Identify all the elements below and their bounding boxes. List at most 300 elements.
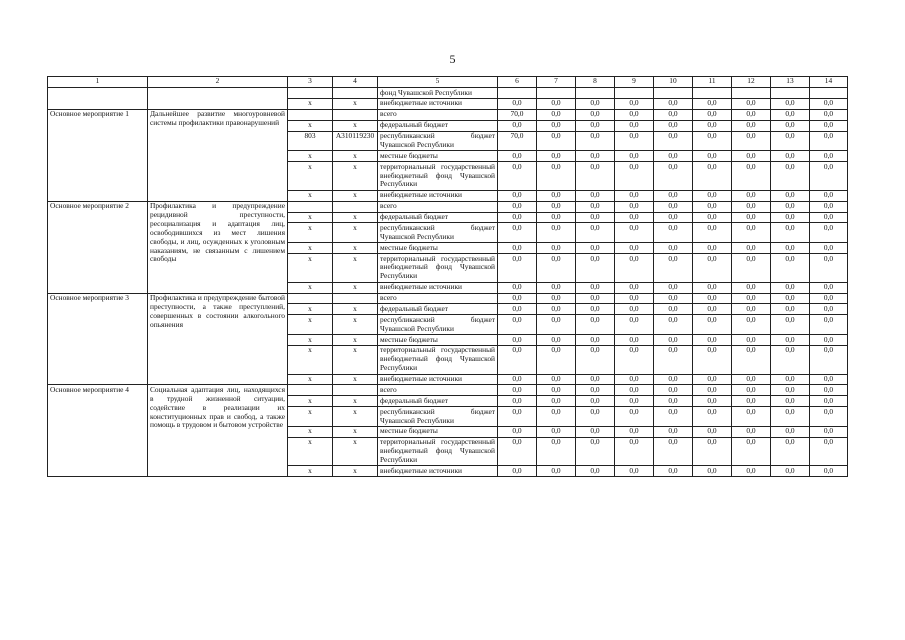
budget-code-cell: х: [288, 212, 333, 223]
budget-code-cell: [288, 201, 333, 212]
amount-cell: 0,0: [576, 466, 615, 477]
amount-cell: 0,0: [771, 243, 810, 254]
measure-title: Основное мероприятие 3: [48, 293, 148, 385]
amount-cell: 0,0: [498, 374, 537, 385]
measure-description: [148, 88, 288, 110]
amount-cell: 0,0: [732, 98, 771, 109]
budget-code-cell: х: [288, 190, 333, 201]
target-article-cell: х: [333, 254, 378, 283]
funding-source-cell: территориальный государственный внебюджетный фонд Чувашской Республики: [378, 162, 498, 191]
amount-cell: 0,0: [654, 109, 693, 120]
amount-cell: 0,0: [810, 396, 848, 407]
amount-cell: 0,0: [732, 335, 771, 346]
amount-cell: 0,0: [654, 426, 693, 437]
amount-cell: 0,0: [810, 282, 848, 293]
amount-cell: 0,0: [654, 131, 693, 151]
funding-source-cell: территориальный государственный внебюджетный фонд Чувашской Республики: [378, 345, 498, 374]
amount-cell: 0,0: [615, 201, 654, 212]
amount-cell: 0,0: [576, 212, 615, 223]
amount-cell: 0,0: [810, 437, 848, 466]
target-article-cell: х: [333, 437, 378, 466]
budget-code-cell: х: [288, 345, 333, 374]
target-article-cell: х: [333, 151, 378, 162]
amount-cell: 0,0: [615, 407, 654, 427]
amount-cell: 0,0: [654, 190, 693, 201]
column-header: 12: [732, 77, 771, 88]
amount-cell: [615, 88, 654, 99]
amount-cell: 0,0: [537, 162, 576, 191]
amount-cell: 0,0: [732, 190, 771, 201]
amount-cell: 0,0: [693, 201, 732, 212]
amount-cell: 0,0: [732, 315, 771, 335]
funding-source-cell: внебюджетные источники: [378, 98, 498, 109]
amount-cell: 0,0: [693, 282, 732, 293]
target-article-cell: х: [333, 162, 378, 191]
budget-code-cell: х: [288, 396, 333, 407]
amount-cell: 0,0: [693, 162, 732, 191]
amount-cell: 0,0: [771, 282, 810, 293]
amount-cell: 0,0: [771, 466, 810, 477]
amount-cell: 0,0: [654, 162, 693, 191]
budget-code-cell: х: [288, 335, 333, 346]
target-article-cell: х: [333, 223, 378, 243]
amount-cell: 0,0: [537, 437, 576, 466]
amount-cell: 0,0: [654, 437, 693, 466]
amount-cell: 0,0: [615, 109, 654, 120]
amount-cell: 0,0: [810, 151, 848, 162]
funding-source-cell: федеральный бюджет: [378, 120, 498, 131]
column-header: 7: [537, 77, 576, 88]
amount-cell: 0,0: [732, 407, 771, 427]
amount-cell: 0,0: [693, 109, 732, 120]
amount-cell: 0,0: [693, 426, 732, 437]
amount-cell: 0,0: [537, 335, 576, 346]
amount-cell: 0,0: [732, 223, 771, 243]
amount-cell: 0,0: [576, 426, 615, 437]
amount-cell: 0,0: [498, 223, 537, 243]
funding-source-cell: республиканский бюджет Чувашской Республики: [378, 407, 498, 427]
funding-source-cell: федеральный бюджет: [378, 304, 498, 315]
amount-cell: 0,0: [537, 190, 576, 201]
column-header: 10: [654, 77, 693, 88]
budget-code-cell: х: [288, 304, 333, 315]
amount-cell: 0,0: [615, 345, 654, 374]
amount-cell: 0,0: [615, 315, 654, 335]
measure-title: [48, 88, 148, 110]
amount-cell: 0,0: [810, 345, 848, 374]
page-number: 5: [449, 52, 456, 66]
amount-cell: 0,0: [576, 396, 615, 407]
budget-code-cell: х: [288, 243, 333, 254]
amount-cell: 0,0: [810, 385, 848, 396]
budget-code-cell: х: [288, 223, 333, 243]
amount-cell: 0,0: [537, 223, 576, 243]
amount-cell: 0,0: [576, 254, 615, 283]
amount-cell: 0,0: [732, 466, 771, 477]
amount-cell: 0,0: [810, 254, 848, 283]
amount-cell: 0,0: [537, 407, 576, 427]
amount-cell: 0,0: [615, 190, 654, 201]
amount-cell: 0,0: [810, 374, 848, 385]
column-header: 8: [576, 77, 615, 88]
target-article-cell: х: [333, 315, 378, 335]
amount-cell: 0,0: [498, 282, 537, 293]
amount-cell: 0,0: [537, 426, 576, 437]
amount-cell: 0,0: [537, 243, 576, 254]
column-header: 2: [148, 77, 288, 88]
amount-cell: 0,0: [771, 162, 810, 191]
amount-cell: 0,0: [771, 315, 810, 335]
funding-source-cell: республиканский бюджет Чувашской Республики: [378, 131, 498, 151]
amount-cell: 0,0: [810, 293, 848, 304]
column-header: 5: [378, 77, 498, 88]
amount-cell: 0,0: [537, 345, 576, 374]
amount-cell: 0,0: [537, 385, 576, 396]
amount-cell: 0,0: [537, 151, 576, 162]
amount-cell: 0,0: [498, 304, 537, 315]
amount-cell: 0,0: [576, 109, 615, 120]
amount-cell: 0,0: [615, 212, 654, 223]
budget-code-cell: х: [288, 466, 333, 477]
amount-cell: 0,0: [654, 223, 693, 243]
column-header: 6: [498, 77, 537, 88]
amount-cell: 0,0: [693, 466, 732, 477]
amount-cell: 0,0: [576, 131, 615, 151]
amount-cell: 0,0: [810, 190, 848, 201]
amount-cell: 0,0: [576, 437, 615, 466]
amount-cell: 0,0: [498, 345, 537, 374]
funding-source-cell: всего: [378, 201, 498, 212]
amount-cell: 0,0: [654, 304, 693, 315]
amount-cell: 0,0: [498, 407, 537, 427]
amount-cell: 0,0: [498, 335, 537, 346]
amount-cell: [576, 88, 615, 99]
amount-cell: 0,0: [693, 407, 732, 427]
amount-cell: [732, 88, 771, 99]
amount-cell: 0,0: [771, 254, 810, 283]
amount-cell: 0,0: [771, 426, 810, 437]
target-article-cell: х: [333, 345, 378, 374]
budget-code-cell: х: [288, 120, 333, 131]
amount-cell: 0,0: [576, 293, 615, 304]
budget-code-cell: х: [288, 254, 333, 283]
amount-cell: 0,0: [771, 201, 810, 212]
amount-cell: 0,0: [732, 120, 771, 131]
amount-cell: 0,0: [654, 396, 693, 407]
amount-cell: 0,0: [576, 335, 615, 346]
amount-cell: 0,0: [615, 426, 654, 437]
amount-cell: 0,0: [693, 396, 732, 407]
amount-cell: 0,0: [810, 120, 848, 131]
amount-cell: 0,0: [693, 315, 732, 335]
amount-cell: 0,0: [615, 335, 654, 346]
funding-source-cell: местные бюджеты: [378, 151, 498, 162]
amount-cell: 0,0: [615, 396, 654, 407]
amount-cell: 0,0: [732, 243, 771, 254]
measure-description: Профилактика и предупреждение рецидивной преступности, ресоциализация и адаптация лиц, освободившихся из мест лишения свободы, и лиц, осужденных к уголовным наказаниям, не связанным с лишением свободы: [148, 201, 288, 293]
budget-code-cell: х: [288, 374, 333, 385]
amount-cell: 0,0: [537, 315, 576, 335]
amount-cell: 0,0: [732, 162, 771, 191]
amount-cell: 0,0: [615, 293, 654, 304]
amount-cell: 0,0: [810, 243, 848, 254]
amount-cell: 0,0: [654, 315, 693, 335]
amount-cell: 0,0: [693, 223, 732, 243]
amount-cell: 0,0: [615, 254, 654, 283]
amount-cell: [537, 88, 576, 99]
amount-cell: 0,0: [537, 304, 576, 315]
funding-source-cell: фонд Чувашской Республики: [378, 88, 498, 99]
amount-cell: 0,0: [654, 407, 693, 427]
amount-cell: 0,0: [576, 315, 615, 335]
funding-source-cell: всего: [378, 109, 498, 120]
amount-cell: 0,0: [537, 201, 576, 212]
amount-cell: 0,0: [498, 254, 537, 283]
funding-source-cell: местные бюджеты: [378, 335, 498, 346]
amount-cell: 0,0: [654, 151, 693, 162]
funding-source-cell: внебюджетные источники: [378, 190, 498, 201]
funding-source-cell: местные бюджеты: [378, 243, 498, 254]
amount-cell: 0,0: [498, 120, 537, 131]
budget-code-cell: х: [288, 282, 333, 293]
amount-cell: 0,0: [576, 201, 615, 212]
column-header: 3: [288, 77, 333, 88]
amount-cell: 0,0: [537, 131, 576, 151]
amount-cell: 0,0: [810, 212, 848, 223]
amount-cell: [498, 88, 537, 99]
amount-cell: 0,0: [693, 254, 732, 283]
amount-cell: 0,0: [771, 437, 810, 466]
amount-cell: 0,0: [771, 293, 810, 304]
amount-cell: 0,0: [810, 426, 848, 437]
amount-cell: 0,0: [771, 374, 810, 385]
column-header: 4: [333, 77, 378, 88]
budget-code-cell: х: [288, 437, 333, 466]
amount-cell: [693, 88, 732, 99]
amount-cell: 0,0: [654, 345, 693, 374]
amount-cell: 0,0: [615, 437, 654, 466]
column-header: 9: [615, 77, 654, 88]
amount-cell: 0,0: [498, 98, 537, 109]
table-row: [48, 201, 848, 212]
amount-cell: 0,0: [615, 120, 654, 131]
amount-cell: 0,0: [810, 407, 848, 427]
measure-description: Профилактика и предупреждение бытовой преступности, а также преступлений, совершенных в состоянии алкогольного опьянения: [148, 293, 288, 385]
measure-title: Основное мероприятие 4: [48, 385, 148, 477]
amount-cell: 0,0: [732, 374, 771, 385]
amount-cell: 0,0: [576, 223, 615, 243]
amount-cell: 0,0: [576, 243, 615, 254]
target-article-cell: х: [333, 190, 378, 201]
amount-cell: 0,0: [732, 293, 771, 304]
amount-cell: 0,0: [810, 131, 848, 151]
funding-source-cell: местные бюджеты: [378, 426, 498, 437]
funding-source-cell: республиканский бюджет Чувашской Республики: [378, 315, 498, 335]
target-article-cell: х: [333, 304, 378, 315]
target-article-cell: х: [333, 282, 378, 293]
amount-cell: 0,0: [810, 98, 848, 109]
amount-cell: 0,0: [771, 385, 810, 396]
amount-cell: 0,0: [732, 396, 771, 407]
amount-cell: 0,0: [498, 201, 537, 212]
amount-cell: 0,0: [732, 131, 771, 151]
funding-source-cell: федеральный бюджет: [378, 396, 498, 407]
funding-source-cell: внебюджетные источники: [378, 374, 498, 385]
column-header: 11: [693, 77, 732, 88]
amount-cell: 0,0: [498, 243, 537, 254]
budget-code-cell: х: [288, 315, 333, 335]
amount-cell: [771, 88, 810, 99]
column-number-row: [48, 77, 848, 88]
amount-cell: 0,0: [810, 109, 848, 120]
amount-cell: 0,0: [498, 437, 537, 466]
amount-cell: 0,0: [771, 223, 810, 243]
amount-cell: 0,0: [732, 385, 771, 396]
amount-cell: 0,0: [693, 335, 732, 346]
amount-cell: 0,0: [771, 131, 810, 151]
funding-source-cell: всего: [378, 385, 498, 396]
funding-source-cell: территориальный государственный внебюджетный фонд Чувашской Республики: [378, 437, 498, 466]
amount-cell: 0,0: [576, 407, 615, 427]
amount-cell: 0,0: [498, 190, 537, 201]
amount-cell: 0,0: [693, 243, 732, 254]
amount-cell: 0,0: [654, 374, 693, 385]
amount-cell: 0,0: [693, 374, 732, 385]
amount-cell: 0,0: [693, 131, 732, 151]
amount-cell: 0,0: [810, 201, 848, 212]
funding-source-cell: внебюджетные источники: [378, 282, 498, 293]
amount-cell: 0,0: [498, 426, 537, 437]
measure-description: Социальная адаптация лиц, находящихся в трудной жизненной ситуации, содействие в реализации их конституционных прав и свобод, а также помощь в трудовом и бытовом устройстве: [148, 385, 288, 477]
amount-cell: 0,0: [537, 466, 576, 477]
target-article-cell: [333, 385, 378, 396]
amount-cell: 0,0: [654, 120, 693, 131]
target-article-cell: х: [333, 120, 378, 131]
amount-cell: 0,0: [576, 162, 615, 191]
amount-cell: 0,0: [732, 304, 771, 315]
funding-source-cell: федеральный бюджет: [378, 212, 498, 223]
target-article-cell: х: [333, 396, 378, 407]
amount-cell: 0,0: [498, 151, 537, 162]
target-article-cell: х: [333, 335, 378, 346]
amount-cell: 0,0: [576, 345, 615, 374]
amount-cell: 0,0: [693, 345, 732, 374]
amount-cell: 0,0: [615, 466, 654, 477]
amount-cell: 0,0: [537, 396, 576, 407]
amount-cell: [810, 88, 848, 99]
amount-cell: 0,0: [732, 282, 771, 293]
amount-cell: 0,0: [498, 293, 537, 304]
amount-cell: 0,0: [732, 151, 771, 162]
funding-source-cell: республиканский бюджет Чувашской Республики: [378, 223, 498, 243]
target-article-cell: х: [333, 212, 378, 223]
amount-cell: 0,0: [498, 315, 537, 335]
amount-cell: 0,0: [537, 374, 576, 385]
amount-cell: 0,0: [732, 426, 771, 437]
amount-cell: 0,0: [693, 385, 732, 396]
table-row: [48, 109, 848, 120]
amount-cell: 0,0: [615, 98, 654, 109]
amount-cell: 0,0: [732, 109, 771, 120]
amount-cell: 0,0: [537, 212, 576, 223]
amount-cell: 0,0: [654, 466, 693, 477]
funding-source-cell: внебюджетные источники: [378, 466, 498, 477]
amount-cell: 0,0: [732, 254, 771, 283]
amount-cell: 0,0: [771, 190, 810, 201]
target-article-cell: х: [333, 407, 378, 427]
amount-cell: 0,0: [576, 120, 615, 131]
amount-cell: 0,0: [771, 151, 810, 162]
amount-cell: 0,0: [615, 162, 654, 191]
amount-cell: 0,0: [771, 212, 810, 223]
amount-cell: 0,0: [732, 345, 771, 374]
budget-code-cell: [288, 385, 333, 396]
amount-cell: 0,0: [771, 396, 810, 407]
amount-cell: 0,0: [654, 98, 693, 109]
column-header: 1: [48, 77, 148, 88]
amount-cell: 0,0: [654, 201, 693, 212]
amount-cell: 0,0: [537, 109, 576, 120]
amount-cell: 70,0: [498, 109, 537, 120]
amount-cell: 0,0: [537, 98, 576, 109]
amount-cell: 0,0: [810, 466, 848, 477]
amount-cell: 0,0: [654, 293, 693, 304]
target-article-cell: х: [333, 98, 378, 109]
target-article-cell: х: [333, 374, 378, 385]
amount-cell: 0,0: [654, 385, 693, 396]
amount-cell: 0,0: [576, 304, 615, 315]
amount-cell: 0,0: [498, 162, 537, 191]
amount-cell: 0,0: [771, 109, 810, 120]
amount-cell: 0,0: [576, 151, 615, 162]
measure-title: Основное мероприятие 1: [48, 109, 148, 201]
amount-cell: 0,0: [537, 254, 576, 283]
amount-cell: 0,0: [693, 293, 732, 304]
amount-cell: 0,0: [615, 131, 654, 151]
target-article-cell: [333, 201, 378, 212]
budget-table: [47, 76, 848, 477]
target-article-cell: [333, 293, 378, 304]
amount-cell: 0,0: [810, 335, 848, 346]
amount-cell: 0,0: [498, 385, 537, 396]
amount-cell: 0,0: [693, 151, 732, 162]
amount-cell: 0,0: [732, 212, 771, 223]
amount-cell: 0,0: [693, 98, 732, 109]
budget-code-cell: [288, 88, 333, 99]
amount-cell: 0,0: [615, 223, 654, 243]
amount-cell: 0,0: [732, 437, 771, 466]
amount-cell: 0,0: [810, 304, 848, 315]
amount-cell: 0,0: [693, 212, 732, 223]
amount-cell: 0,0: [537, 293, 576, 304]
table-row: [48, 385, 848, 396]
target-article-cell: [333, 88, 378, 99]
budget-code-cell: х: [288, 407, 333, 427]
amount-cell: 0,0: [810, 223, 848, 243]
target-article-cell: [333, 109, 378, 120]
amount-cell: 0,0: [771, 407, 810, 427]
amount-cell: 0,0: [498, 466, 537, 477]
amount-cell: 0,0: [810, 162, 848, 191]
target-article-cell: А310119230: [333, 131, 378, 151]
amount-cell: 0,0: [654, 243, 693, 254]
funding-source-cell: территориальный государственный внебюджетный фонд Чувашской Республики: [378, 254, 498, 283]
funding-source-cell: всего: [378, 293, 498, 304]
amount-cell: 0,0: [576, 282, 615, 293]
amount-cell: 0,0: [537, 120, 576, 131]
budget-code-cell: х: [288, 98, 333, 109]
amount-cell: 70,0: [498, 131, 537, 151]
